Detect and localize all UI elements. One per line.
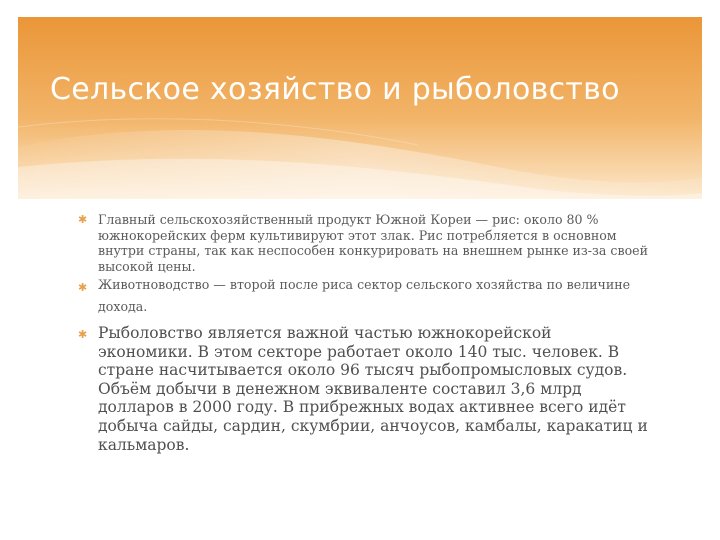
- bullet-text: Главный сельскохозяйственный продукт Южной Кореи — рис: около 80 % южнокорейских ферм культивируют этот злак. Рис потребляется в основном внутри страны, так как неспособен конкурировать на внешнем рынке из-за своей высокой цены.: [98, 212, 649, 274]
- bullet-item: [78, 274, 648, 318]
- asterisk-bullet-icon: ✱: [78, 328, 88, 341]
- bullet-list: [78, 212, 648, 454]
- title-band: [18, 17, 702, 199]
- asterisk-bullet-icon: ✱: [78, 281, 88, 294]
- slide-title: Сельское хозяйство и рыболовство: [50, 72, 620, 107]
- title-band-background: [18, 17, 702, 199]
- bullet-text: Рыболовство является важной частью южнокорейской экономики. В этом секторе работает около 140 тыс. человек. В стране насчитывается около 96 тысяч рыбопромысловых судов. Объём добычи в денежном эквиваленте составил 3,6 млрд долларов в 2000 году. В прибрежных водах активнее всего идёт добыча сайды, сардин, скумбрии, анчоусов, камбалы, каракатиц и кальмаров.: [98, 324, 648, 454]
- bullet-item: [78, 212, 648, 274]
- bullet-item: [78, 324, 648, 454]
- bullet-text: Животноводство — второй после риса сектор сельского хозяйства по величине дохода.: [98, 277, 631, 314]
- asterisk-bullet-icon: ✱: [78, 213, 88, 226]
